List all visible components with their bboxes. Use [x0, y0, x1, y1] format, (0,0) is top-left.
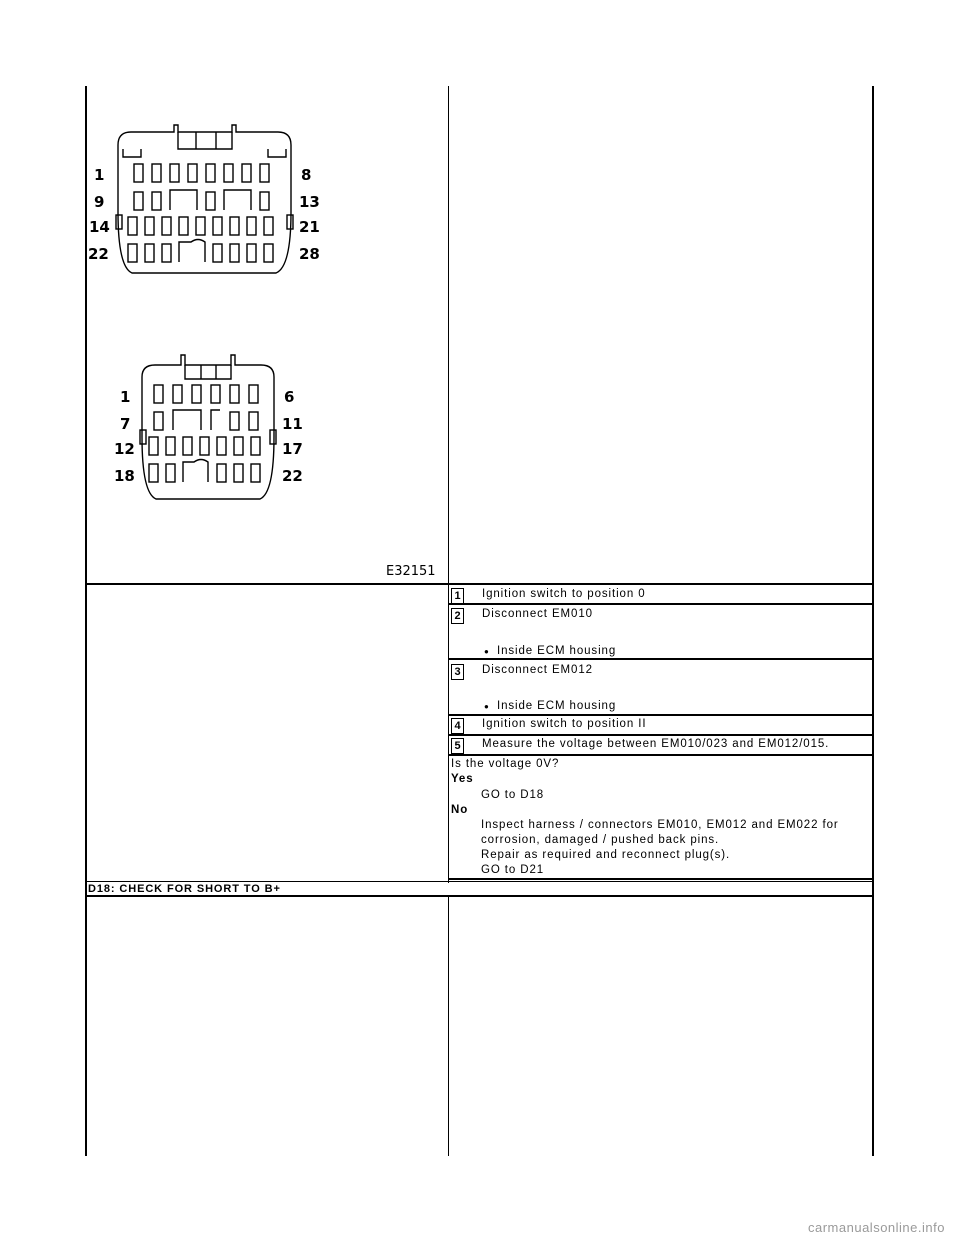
step-text-3: Disconnect EM012 — [482, 664, 593, 676]
column-divider-top — [448, 86, 449, 883]
pin-label-13: 13 — [299, 193, 320, 211]
no-line-3: Repair as required and reconnect plug(s). — [481, 849, 731, 861]
figure-code: E32151 — [386, 564, 436, 579]
connector-diagram — [86, 87, 448, 583]
frame-right-line — [872, 86, 874, 1156]
column-divider-bottom — [448, 897, 449, 1156]
pin-label-b7: 7 — [120, 415, 131, 433]
pin-label-21: 21 — [299, 218, 320, 236]
pin-label-28: 28 — [299, 245, 320, 263]
watermark-text: carmanualsonline.info — [808, 1220, 945, 1235]
pin-label-b17: 17 — [282, 440, 303, 458]
no-line-1: Inspect harness / connectors EM010, EM012 and EM022 for — [481, 819, 839, 831]
connector-em010-pin-labels — [88, 166, 320, 263]
step-number-2: 2 — [451, 608, 464, 624]
pin-label-b12: 12 — [114, 440, 135, 458]
step-sep-4 — [448, 734, 874, 736]
connector-em012-drawing — [140, 355, 276, 499]
pin-label-9: 9 — [94, 193, 105, 211]
question-row-bottom-line — [448, 878, 874, 880]
yes-label: Yes — [451, 773, 474, 785]
step-sub-3: ● Inside ECM housing — [497, 700, 616, 712]
pin-label-b18: 18 — [114, 467, 135, 485]
step-text-4: Ignition switch to position II — [482, 718, 647, 730]
pin-label-22: 22 — [88, 245, 109, 263]
no-label: No — [451, 804, 469, 816]
yes-action: GO to D18 — [481, 789, 545, 801]
step-text-2: Disconnect EM010 — [482, 608, 593, 620]
pin-label-b6: 6 — [284, 388, 295, 406]
step-sub-2: ● Inside ECM housing — [497, 645, 616, 657]
connector-em010-drawing — [116, 125, 293, 273]
step-number-4: 4 — [451, 718, 464, 734]
step-sep-5 — [448, 754, 874, 756]
step-number-1: 1 — [451, 588, 464, 604]
pin-label-b22: 22 — [282, 467, 303, 485]
pin-label-1: 1 — [94, 166, 105, 184]
section-heading: D18: CHECK FOR SHORT TO B+ — [88, 883, 281, 895]
question-text: Is the voltage 0V? — [451, 758, 560, 770]
step-sep-2 — [448, 658, 874, 660]
step-number-3: 3 — [451, 664, 464, 680]
step-text-5: Measure the voltage between EM010/023 and EM012/015. — [482, 738, 830, 750]
step-sep-1 — [448, 603, 874, 605]
figure-row-bottom-line — [85, 583, 874, 585]
step-text-1: Ignition switch to position 0 — [482, 588, 646, 600]
step-number-5: 5 — [451, 738, 464, 754]
step-sep-3 — [448, 714, 874, 716]
heading-bottom-line — [85, 895, 874, 897]
pin-label-b1: 1 — [120, 388, 131, 406]
heading-top-line — [85, 881, 874, 882]
pin-label-14: 14 — [89, 218, 110, 236]
no-line-2: corrosion, damaged / pushed back pins. — [481, 834, 720, 846]
pin-label-8: 8 — [301, 166, 312, 184]
no-line-4: GO to D21 — [481, 864, 545, 876]
pin-label-b11: 11 — [282, 415, 303, 433]
